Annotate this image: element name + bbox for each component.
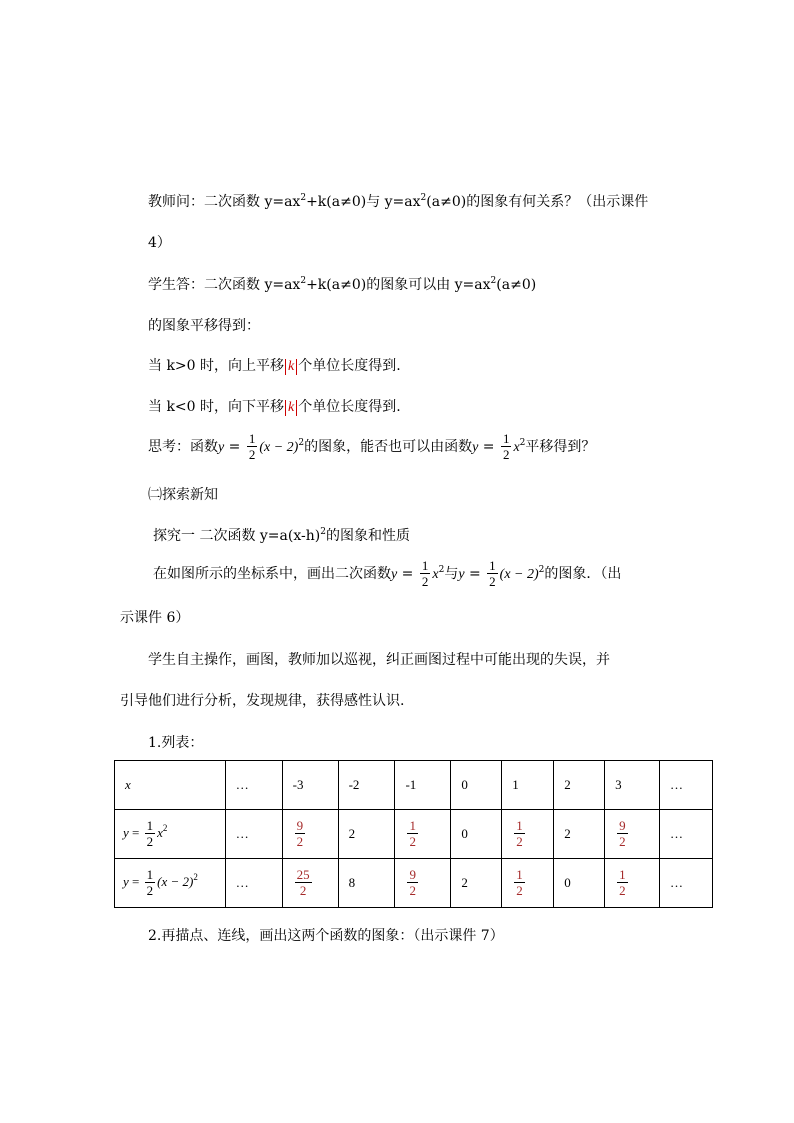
table-cell: 2 xyxy=(338,810,395,859)
explore-one xyxy=(153,526,410,546)
case-k-negative xyxy=(148,397,401,417)
table-cell: … xyxy=(660,859,713,908)
math-sup: 2 xyxy=(438,565,445,575)
fraction: $\frac{1}{2}$ xyxy=(489,558,496,589)
fraction: $\frac{9}{2}$ xyxy=(296,818,304,849)
fraction: $\frac{1}{2}$ xyxy=(619,867,626,898)
fraction: $\frac{1}{2}$ xyxy=(146,867,154,898)
table-cell: 8 xyxy=(338,859,395,908)
table-cell: 0 xyxy=(451,810,502,859)
plot-instruction: 2.再描点、连线，画出这两个函数的图象：（出示课件 7） xyxy=(148,928,504,944)
section-heading: ㈡探索新知 xyxy=(148,487,218,503)
table-cell: 1 xyxy=(502,761,554,810)
table-cell: -2 xyxy=(338,761,395,810)
table-cell: … xyxy=(660,761,713,810)
list-table-label: 1.列表： xyxy=(148,735,204,751)
p7-sup: 2 xyxy=(320,527,326,537)
fraction: $\frac{1}{2}$ xyxy=(516,867,523,898)
p1-sup2: 2 xyxy=(420,193,427,203)
p5-suffix: 平移得到？ xyxy=(525,439,596,455)
draw-instruction-cont: 示课件 6） xyxy=(120,610,190,626)
math-sup: 2 xyxy=(519,438,526,448)
table-cell: 2 xyxy=(554,810,605,859)
fraction: $\frac{25}{2}$ xyxy=(296,867,310,898)
math-x: x xyxy=(432,567,439,582)
teacher-question-cont: 4） xyxy=(148,235,171,251)
table-cell: 2 xyxy=(451,859,502,908)
p2-prefix: 学生答：二次函数 y=ax xyxy=(148,277,301,293)
math-expr: (x − 2) xyxy=(259,440,299,455)
table-cell: -3 xyxy=(282,761,338,810)
math-eq: = xyxy=(464,566,486,582)
fraction: $\frac{1}{2}$ xyxy=(248,431,256,462)
table-cell xyxy=(605,859,660,908)
p8-mid: 与 xyxy=(444,566,459,582)
math-y: y xyxy=(458,567,465,582)
math-sup: 2 xyxy=(538,565,545,575)
fraction: $\frac{1}{2}$ xyxy=(502,431,510,462)
table-cell: … xyxy=(225,810,282,859)
p5-mid: 的图象，能否也可以由函数 xyxy=(304,439,473,455)
draw-instruction xyxy=(153,557,621,592)
table-cell: … xyxy=(225,859,282,908)
p3-suffix: 个单位长度得到. xyxy=(298,358,401,374)
table-cell: 0 xyxy=(554,859,605,908)
student-operation: 学生自主操作，画图，教师加以巡视，纠正画图过程中可能出现的失误，并 xyxy=(148,652,610,668)
fraction: $\frac{9}{2}$ xyxy=(409,867,416,898)
fraction: $\frac{9}{2}$ xyxy=(619,818,626,849)
math-eq: = xyxy=(224,439,245,455)
table-cell xyxy=(395,810,451,859)
table-cell: 3 xyxy=(605,761,660,810)
table-cell: 2 xyxy=(554,761,605,810)
math-expr: (x − 2) xyxy=(499,567,539,582)
row-label: y = $\frac{1}{2}$ $(x - 2)^2$ xyxy=(115,859,226,908)
table-cell xyxy=(605,810,660,859)
table-cell xyxy=(282,859,338,908)
table-cell: 0 xyxy=(451,761,502,810)
p2-mid: +k(a≠0)的图象可以由 y=ax xyxy=(306,277,491,293)
p1-prefix: 教师问：二次函数 y=ax xyxy=(148,194,301,210)
math-eq: = xyxy=(478,439,499,455)
p7-suffix: 的图象和性质 xyxy=(325,528,410,544)
math-y: y xyxy=(391,567,398,582)
fraction: $\frac{1}{2}$ xyxy=(516,818,523,849)
fraction: $\frac{1}{2}$ xyxy=(421,558,429,589)
table-row xyxy=(115,810,713,859)
abs-k: k xyxy=(285,400,297,416)
p7-prefix: 探究一 二次函数 y=a(x-h) xyxy=(153,528,321,544)
table-cell xyxy=(282,810,338,859)
math-eq: = xyxy=(397,566,418,582)
table-cell xyxy=(395,859,451,908)
p1-mid: +k(a≠0)与 y=ax xyxy=(306,194,421,210)
row-label: y = $\frac{1}{2}$ $x^2$ xyxy=(115,810,226,859)
teacher-question xyxy=(148,192,648,212)
p2-sup1: 2 xyxy=(300,276,307,286)
math-x: x xyxy=(513,440,520,455)
student-operation-cont: 引导他们进行分析，发现规律，获得感性认识. xyxy=(120,693,405,709)
value-table xyxy=(114,760,713,908)
student-answer-cont: 的图象平移得到： xyxy=(148,318,260,334)
p3-prefix: 当 k>0 时，向上平移 xyxy=(148,358,285,374)
think-question xyxy=(148,430,595,465)
p4-suffix: 个单位长度得到. xyxy=(298,399,401,415)
p1-sup1: 2 xyxy=(300,193,307,203)
case-k-positive xyxy=(148,356,401,376)
table-cell: x xyxy=(115,761,226,810)
fraction: $\frac{1}{2}$ xyxy=(146,818,154,849)
table-cell: … xyxy=(660,810,713,859)
math-y: y xyxy=(218,440,225,455)
p1-suffix: (a≠0)的图象有何关系？（出示课件 xyxy=(426,194,649,210)
fraction: $\frac{1}{2}$ xyxy=(409,818,416,849)
math-sup: 2 xyxy=(298,438,305,448)
p5-prefix: 思考：函数 xyxy=(148,439,218,455)
p2-suffix: (a≠0) xyxy=(496,277,537,293)
p8-prefix: 在如图所示的坐标系中，画出二次函数 xyxy=(153,566,391,582)
table-cell: … xyxy=(225,761,282,810)
p8-suffix: 的图象．（出 xyxy=(544,566,622,582)
p4-prefix: 当 k<0 时，向下平移 xyxy=(148,399,285,415)
math-y: y xyxy=(472,440,479,455)
table-cell xyxy=(502,810,554,859)
table-cell: -1 xyxy=(395,761,451,810)
table-row xyxy=(115,859,713,908)
student-answer xyxy=(148,275,536,295)
table-header-row xyxy=(115,761,713,810)
abs-k: k xyxy=(285,359,297,375)
table-cell xyxy=(502,859,554,908)
p2-sup2: 2 xyxy=(490,276,497,286)
